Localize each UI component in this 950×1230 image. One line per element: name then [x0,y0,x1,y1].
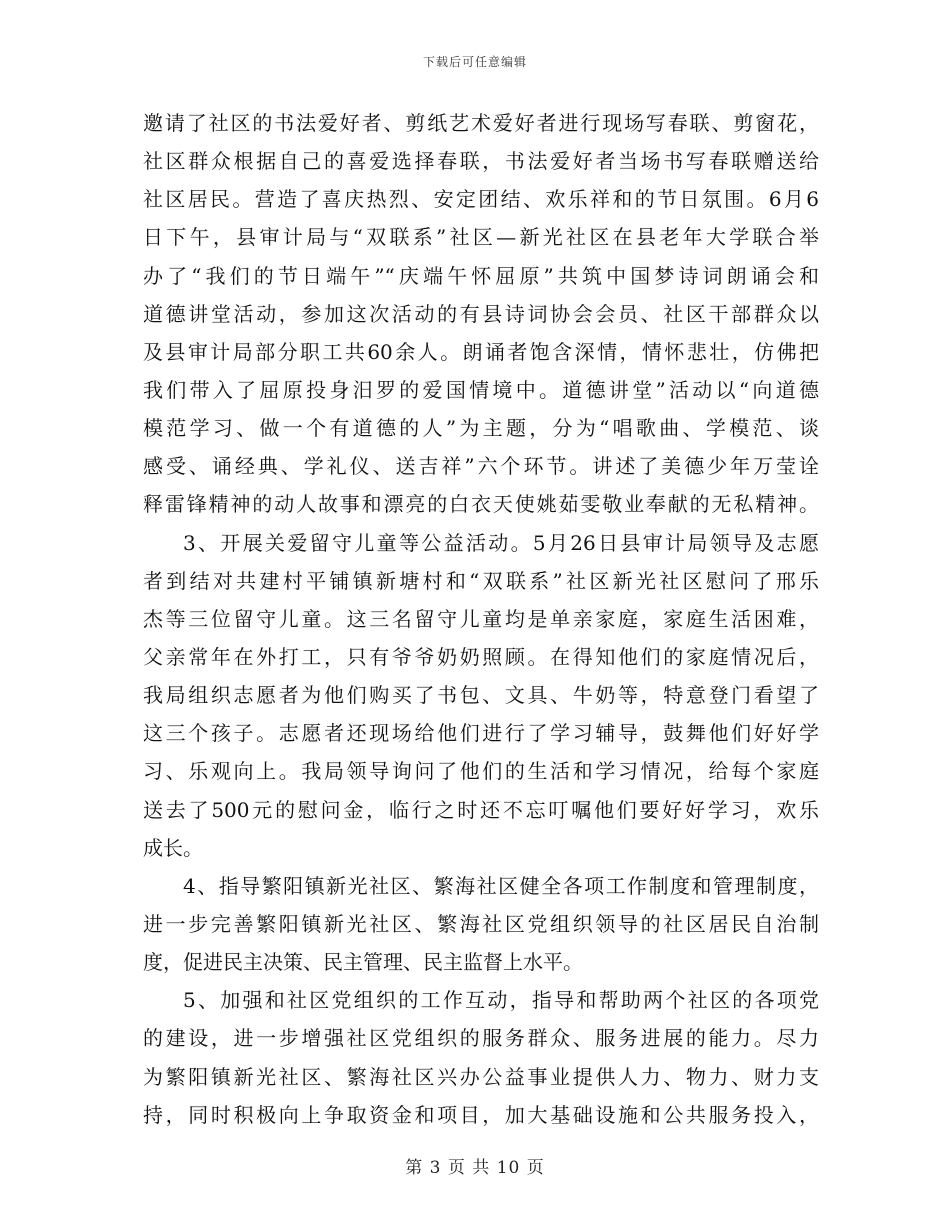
text-line: 道德讲堂活动，参加这次活动的有县诗词协会会员、社区干部群众以 [143,301,819,326]
text-line: 日下午，县审计局与“双联系”社区—新光社区在县老年大学联合举 [143,225,819,250]
text-line: 邀请了社区的书法爱好者、剪纸艺术爱好者进行现场写春联、剪窗花， [143,111,819,135]
page-number-footer: 第 3 页 共 10 页 [405,1158,545,1178]
text-line: 进一步完善繁阳镇新光社区、繁海社区党组织领导的社区居民自治制 [143,911,819,936]
text-line: 持，同时积极向上争取资金和项目，加大基础设施和公共服务投入， [143,1102,819,1127]
body-text [143,104,819,1134]
paragraph-end-line: 成长。 [143,835,203,860]
text-line: 这三个孩子。志愿者还现场给他们进行了学习辅导，鼓舞他们好好学 [143,721,819,746]
text-line: 社区居民。营造了喜庆热烈、安定团结、欢乐祥和的节日氛围。6月6 [143,187,819,212]
text-line: 杰等三位留守儿童。这三名留守儿童均是单亲家庭，家庭生活困难， [143,606,819,631]
text-line: 为繁阳镇新光社区、繁海社区兴办公益事业提供人力、物力、财力支 [143,1064,819,1089]
text-line: 的建设，进一步增强社区党组织的服务群众、服务进展的能力。尽力 [143,1026,819,1051]
text-line: 习、乐观向上。我局领导询问了他们的生活和学习情况，给每个家庭 [143,759,819,784]
paragraph-end-line: 度，促进民主决策、民主管理、民主监督上水平。 [143,950,583,975]
text-line: 及县审计局部分职工共60余人。朗诵者饱含深情，情怀悲壮，仿佛把 [143,339,819,364]
paragraph-start-line: 5、加强和社区党组织的工作互动，指导和帮助两个社区的各项党 [183,988,819,1013]
text-line: 父亲常年在外打工，只有爷爷奶奶照顾。在得知他们的家庭情况后， [143,644,819,669]
text-line: 我局组织志愿者为他们购买了书包、文具、牛奶等，特意登门看望了 [143,683,819,708]
page-header-note: 下载后可任意编辑 [422,55,527,69]
text-line: 办了“我们的节日端午”“庆端午怀屈原”共筑中国梦诗词朗诵会和 [143,263,819,288]
text-line: 者到结对共建村平铺镇新塘村和“双联系”社区新光社区慰问了邢乐 [143,568,819,593]
text-line: 社区群众根据自己的喜爱选择春联，书法爱好者当场书写春联赠送给 [143,149,819,174]
text-line: 送去了500元的慰问金，临行之时还不忘叮嘱他们要好好学习，欢乐 [143,797,819,822]
paragraph-start-line: 4、指导繁阳镇新光社区、繁海社区健全各项工作制度和管理制度， [183,873,819,898]
text-line: 我们带入了屈原投身汨罗的爱国情境中。道德讲堂”活动以“向道德 [143,377,819,402]
paragraph-start-line: 3、开展关爱留守儿童等公益活动。5月26日县审计局领导及志愿 [183,530,819,555]
text-line: 感受、诵经典、学礼仪、送吉祥”六个环节。讲述了美德少年万莹诠 [143,454,819,479]
text-line: 释雷锋精神的动人故事和漂亮的白衣天使姚茹雯敬业奉献的无私精神。 [143,492,819,517]
text-line: 模范学习、做一个有道德的人”为主题，分为“唱歌曲、学模范、谈 [143,416,819,441]
